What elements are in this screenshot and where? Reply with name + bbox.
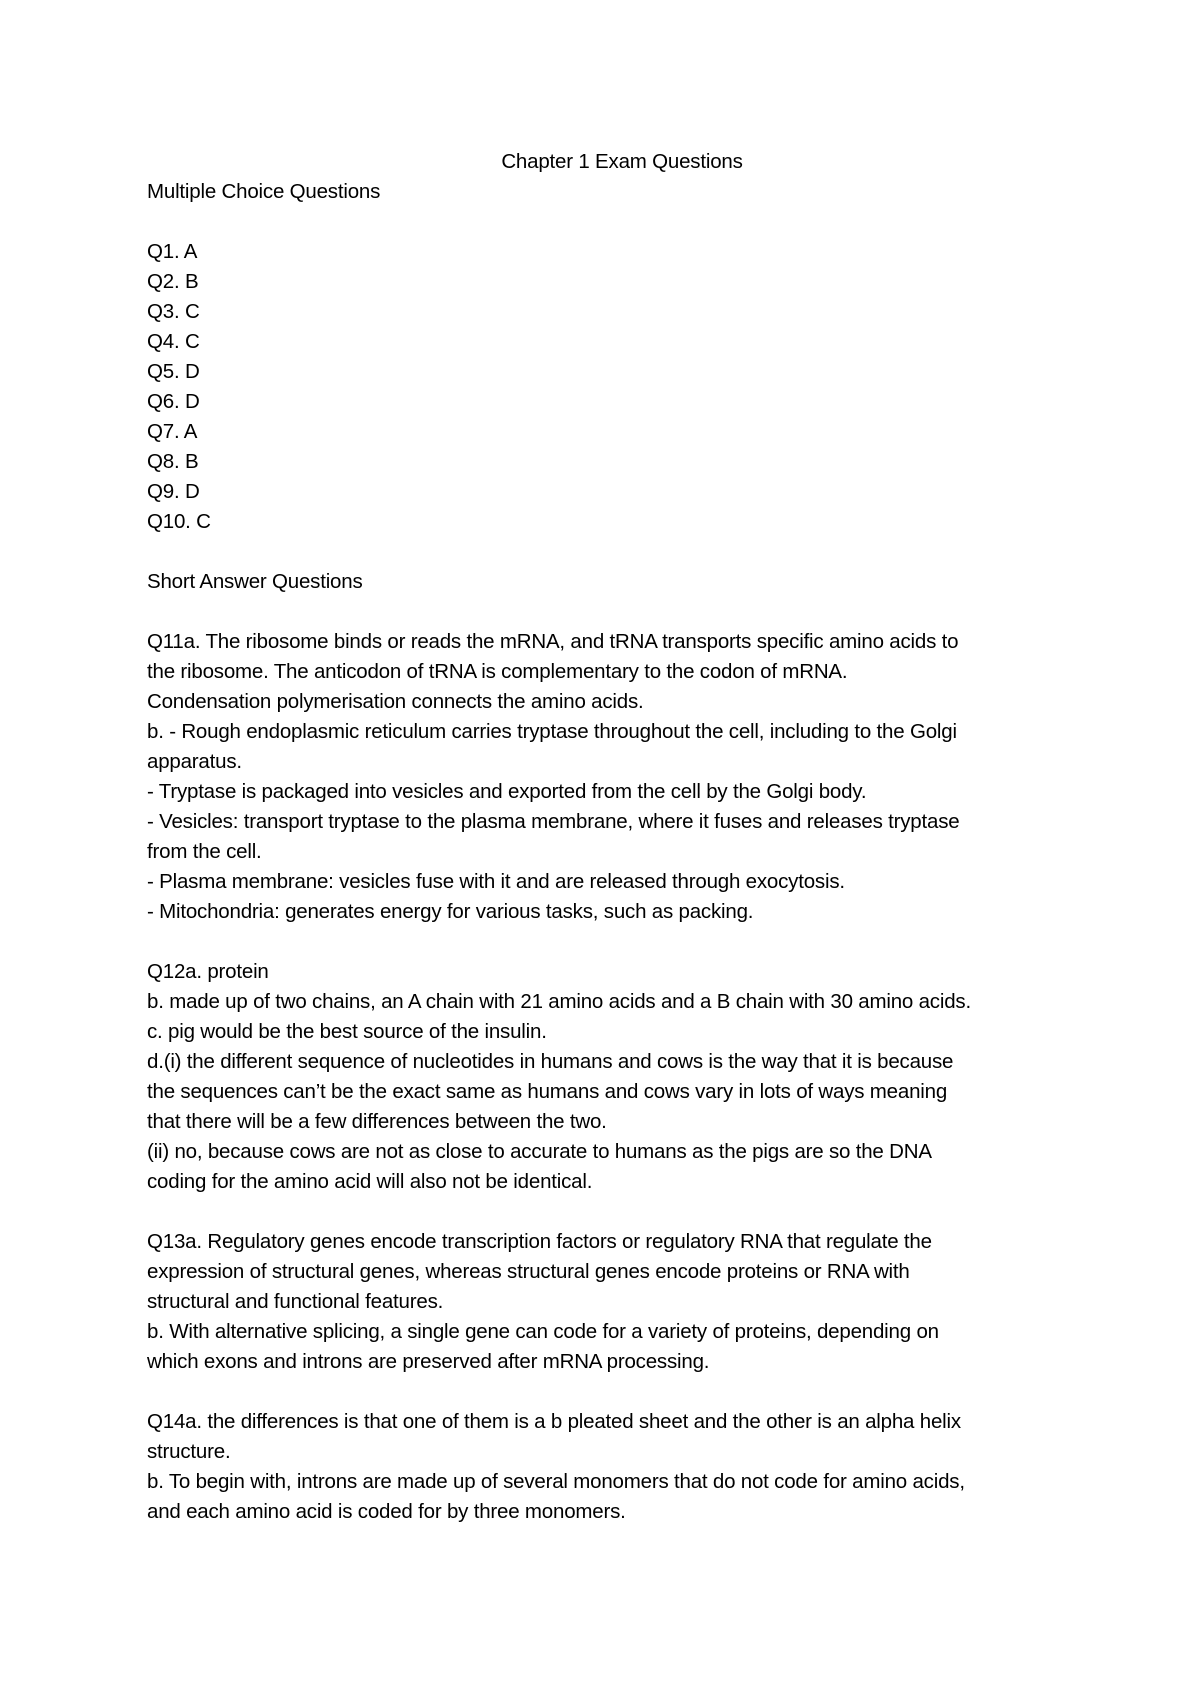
- answer-line: expression of structural genes, whereas structural genes encode proteins or RNA with: [147, 1260, 910, 1283]
- answer-line: b. To begin with, introns are made up of several monomers that do not code for amino acids,: [147, 1470, 965, 1493]
- mcq-answer: Q9. D: [147, 480, 200, 503]
- answer-line: structural and functional features.: [147, 1290, 444, 1313]
- answer-line: (ii) no, because cows are not as close to accurate to humans as the pigs are so the DNA: [147, 1140, 932, 1163]
- answer-line: from the cell.: [147, 840, 262, 863]
- page-title: Chapter 1 Exam Questions: [501, 150, 743, 173]
- answer-line: Q11a. The ribosome binds or reads the mRNA, and tRNA transports specific amino acids to: [147, 630, 959, 653]
- mcq-answer: Q5. D: [147, 360, 200, 383]
- q14-answer: [147, 1407, 1077, 1527]
- answer-line: that there will be a few differences between the two.: [147, 1110, 607, 1133]
- answer-line: c. pig would be the best source of the insulin.: [147, 1020, 547, 1043]
- short-answer-heading: Short Answer Questions: [147, 570, 363, 593]
- answer-line: Q13a. Regulatory genes encode transcription factors or regulatory RNA that regulate the: [147, 1230, 932, 1253]
- answer-line: and each amino acid is coded for by three monomers.: [147, 1500, 626, 1523]
- answer-line: Q12a. protein: [147, 960, 269, 983]
- document-body: [147, 147, 1077, 1527]
- mcq-answer: Q1. A: [147, 240, 198, 263]
- mcq-answer: Q3. C: [147, 300, 200, 323]
- mcq-answer: Q4. C: [147, 330, 200, 353]
- spacer: [147, 1377, 1077, 1407]
- mcq-answer: Q6. D: [147, 390, 200, 413]
- q12-answer: [147, 957, 1077, 1197]
- spacer: [147, 1197, 1077, 1227]
- answer-line: which exons and introns are preserved after mRNA processing.: [147, 1350, 710, 1373]
- mcq-answer: Q10. C: [147, 510, 211, 533]
- answer-line: b. With alternative splicing, a single gene can code for a variety of proteins, depending on: [147, 1320, 939, 1343]
- answer-line: Q14a. the differences is that one of them is a b pleated sheet and the other is an alpha helix: [147, 1410, 961, 1433]
- spacer: [147, 597, 1077, 627]
- mcq-heading: Multiple Choice Questions: [147, 180, 381, 203]
- answer-line: b. made up of two chains, an A chain with 21 amino acids and a B chain with 30 amino acids.: [147, 990, 971, 1013]
- answer-line: d.(i) the different sequence of nucleotides in humans and cows is the way that it is because: [147, 1050, 954, 1073]
- mcq-answer: Q2. B: [147, 270, 199, 293]
- answer-line: the sequences can’t be the exact same as humans and cows vary in lots of ways meaning: [147, 1080, 948, 1103]
- answer-line: - Plasma membrane: vesicles fuse with it and are released through exocytosis.: [147, 870, 845, 893]
- answer-line: - Vesicles: transport tryptase to the plasma membrane, where it fuses and releases tryptase: [147, 810, 960, 833]
- spacer: [147, 207, 1077, 237]
- q11-answer: [147, 627, 1077, 927]
- spacer: [147, 927, 1077, 957]
- answer-line: apparatus.: [147, 750, 242, 773]
- mcq-answer: Q7. A: [147, 420, 198, 443]
- answer-line: b. - Rough endoplasmic reticulum carries tryptase throughout the cell, including to the Golgi: [147, 720, 957, 743]
- answer-line: the ribosome. The anticodon of tRNA is complementary to the codon of mRNA.: [147, 660, 848, 683]
- mcq-answer: Q8. B: [147, 450, 199, 473]
- spacer: [147, 537, 1077, 567]
- q13-answer: [147, 1227, 1077, 1377]
- mcq-answer-list: [147, 237, 1077, 537]
- answer-line: - Mitochondria: generates energy for various tasks, such as packing.: [147, 900, 754, 923]
- answer-line: Condensation polymerisation connects the amino acids.: [147, 690, 644, 713]
- answer-line: coding for the amino acid will also not be identical.: [147, 1170, 593, 1193]
- answer-line: structure.: [147, 1440, 231, 1463]
- answer-line: - Tryptase is packaged into vesicles and exported from the cell by the Golgi body.: [147, 780, 867, 803]
